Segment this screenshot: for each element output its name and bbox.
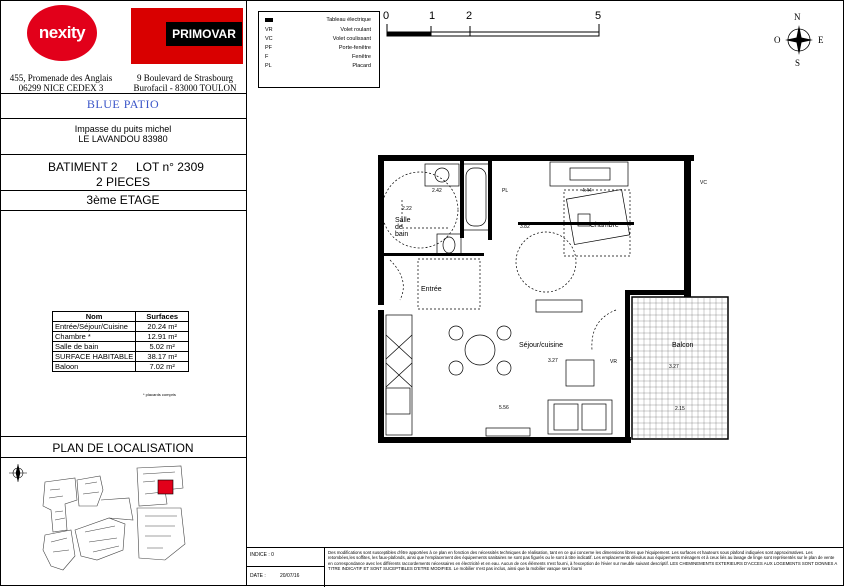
sidebar-cartouche [0,0,247,586]
project-street: Impasse du puits michel [74,124,172,134]
floor-label: 3ème ETAGE [86,193,160,207]
row-name: SURFACE HABITABLE [53,352,136,362]
scale-label: 1 [429,10,436,22]
building-label: BATIMENT 2 [48,160,118,174]
legal-disclaimer: Des modifications sont susceptibles d'être apportées à ce plan en fonction des nécessités techniques de réalisation, tant en ce qui concerne les dimensions libres que l'équipement. Les surfaces et hauteurs sous plafond indiquées sont approximatives. Les retombées,les soffites, les faux-plafonds, ainsi que l'emplacement des équipements sanitaires ne sont pas figurés ou le sont à titre indicatif. Les emplacements dévolus aux équipements ménagers et à ceux liés au lavage de linge sont représentés sur le plan de vente en correspondance avec les différents raccordements nécessaires en électricité et en eau. Aucun de ces éléments n'est fourni, à l'exception de l'évier sur meuble suivant descriptif. LES CHEMINEMENTS EXTERIEURS D'ACCES AUX LOGEMENTS SONT DONNES A TITRE INDICATIF ET SONT SUCEPTIBLES D'ETRE MODIFIES. Le mobilier n'est pas inclus, ainsi que la mobilier vasque sera fourni [328,550,837,572]
marker-porte-fenetre: PF [626,357,633,363]
address-primovar-line2: Burofacil - 83000 TOULON [133,83,237,93]
table-row [53,362,189,372]
compass-north: N [794,12,801,22]
apartment-type: 2 PIECES [95,175,151,189]
row-value: 5.02 m² [136,342,189,352]
row-name: Baloon [53,362,136,372]
compass [774,12,824,68]
indice-label: INDICE : 0 [250,552,274,558]
address-nexity-line1: 455, Promenade des Anglais [9,73,113,83]
fixtures [382,162,633,436]
room-label-bedroom: Chambre [590,222,619,229]
primovar-logo: PRIMOVAR [166,22,242,46]
dimension: 2.15 [675,406,685,412]
room-label-balcony: Balcon [672,342,694,349]
divider [324,548,325,587]
legend-box [258,11,380,88]
compass-south: S [795,58,801,68]
marker-placard: PL [502,188,509,194]
address-primovar [124,73,246,93]
localisation-map [5,460,241,582]
scale-label: 0 [383,10,390,22]
surfaces-table [52,311,189,372]
surfaces-col-name: Nom [53,312,136,322]
surfaces-footnote: * placards compris [143,392,176,397]
dimension: 4.44 [582,188,592,194]
address-primovar-line1: 9 Boulevard de Strasbourg [136,73,234,83]
legend-label: Volet roulant [340,27,371,33]
room-label-bathroom: Salle de bain [395,217,411,238]
scale-label: 5 [595,10,602,22]
dimension: 3.27 [548,358,558,364]
scale-graphic [386,24,602,38]
address-nexity [4,73,118,93]
divider [0,190,246,191]
divider [0,118,246,119]
legend-abbr: F [265,54,269,60]
row-value: 38.17 m² [136,352,189,362]
table-row [53,322,189,332]
legend-abbr: VC [265,36,273,42]
legend-label: Placard [352,63,371,69]
compass-west: O [774,35,781,45]
table-row [53,332,189,342]
row-value: 20.24 m² [136,322,189,332]
footer-cartouche [246,547,844,587]
localisation-title: PLAN DE LOCALISATION [52,441,194,455]
compass-east: E [818,35,824,45]
legend-label: Tableau électrique [326,17,371,23]
scale-label: 2 [466,10,473,22]
divider [0,457,246,458]
floor-plan-drawing [370,150,740,450]
legend-label: Volet coulissant [332,36,371,42]
dimension: 5.56 [499,405,509,411]
legend-label: Fenêtre [352,54,371,60]
room-label-living: Séjour/cuisine [519,342,563,349]
nexity-logo: nexity [27,5,97,61]
dimension: 2.22 [402,206,412,212]
divider [0,436,246,437]
table-row [53,352,189,362]
row-name: Salle de bain [53,342,136,352]
surfaces-header-row [53,312,189,322]
legend-abbr: PL [265,63,272,69]
divider [0,210,246,211]
divider [0,154,246,155]
dimension: 2.42 [432,188,442,194]
address-nexity-line2: 06299 NICE CEDEX 3 [18,83,104,93]
lot-location-marker [158,480,173,494]
dimension: 3.82 [520,224,530,230]
dimension: 3.27 [669,364,679,370]
row-value: 12.91 m² [136,332,189,342]
row-name: Entrée/Séjour/Cuisine [53,322,136,332]
legend-label: Porte-fenêtre [338,45,371,51]
legend-abbr: VR [265,27,273,33]
row-name: Chambre * [53,332,136,342]
marker-volet-coulissant: VC [700,180,707,186]
project-name: BLUE PATIO [86,97,160,111]
table-row [53,342,189,352]
row-value: 7.02 m² [136,362,189,372]
compass-rose-icon [783,23,815,57]
project-city: LE LAVANDOU 83980 [78,134,168,144]
date-value: 20/07/16 [280,573,300,579]
room-label-entrance: Entrée [421,286,442,293]
electric-panel-icon [265,18,273,22]
date-label: DATE : [250,573,266,579]
divider [0,93,246,94]
divider [246,566,324,567]
legend-abbr: PF [265,45,273,51]
lot-label: LOT n° 2309 [136,160,204,174]
surfaces-col-value: Surfaces [136,312,189,322]
compass-icon [9,464,27,482]
marker-volet-roulant: VR [610,359,617,365]
